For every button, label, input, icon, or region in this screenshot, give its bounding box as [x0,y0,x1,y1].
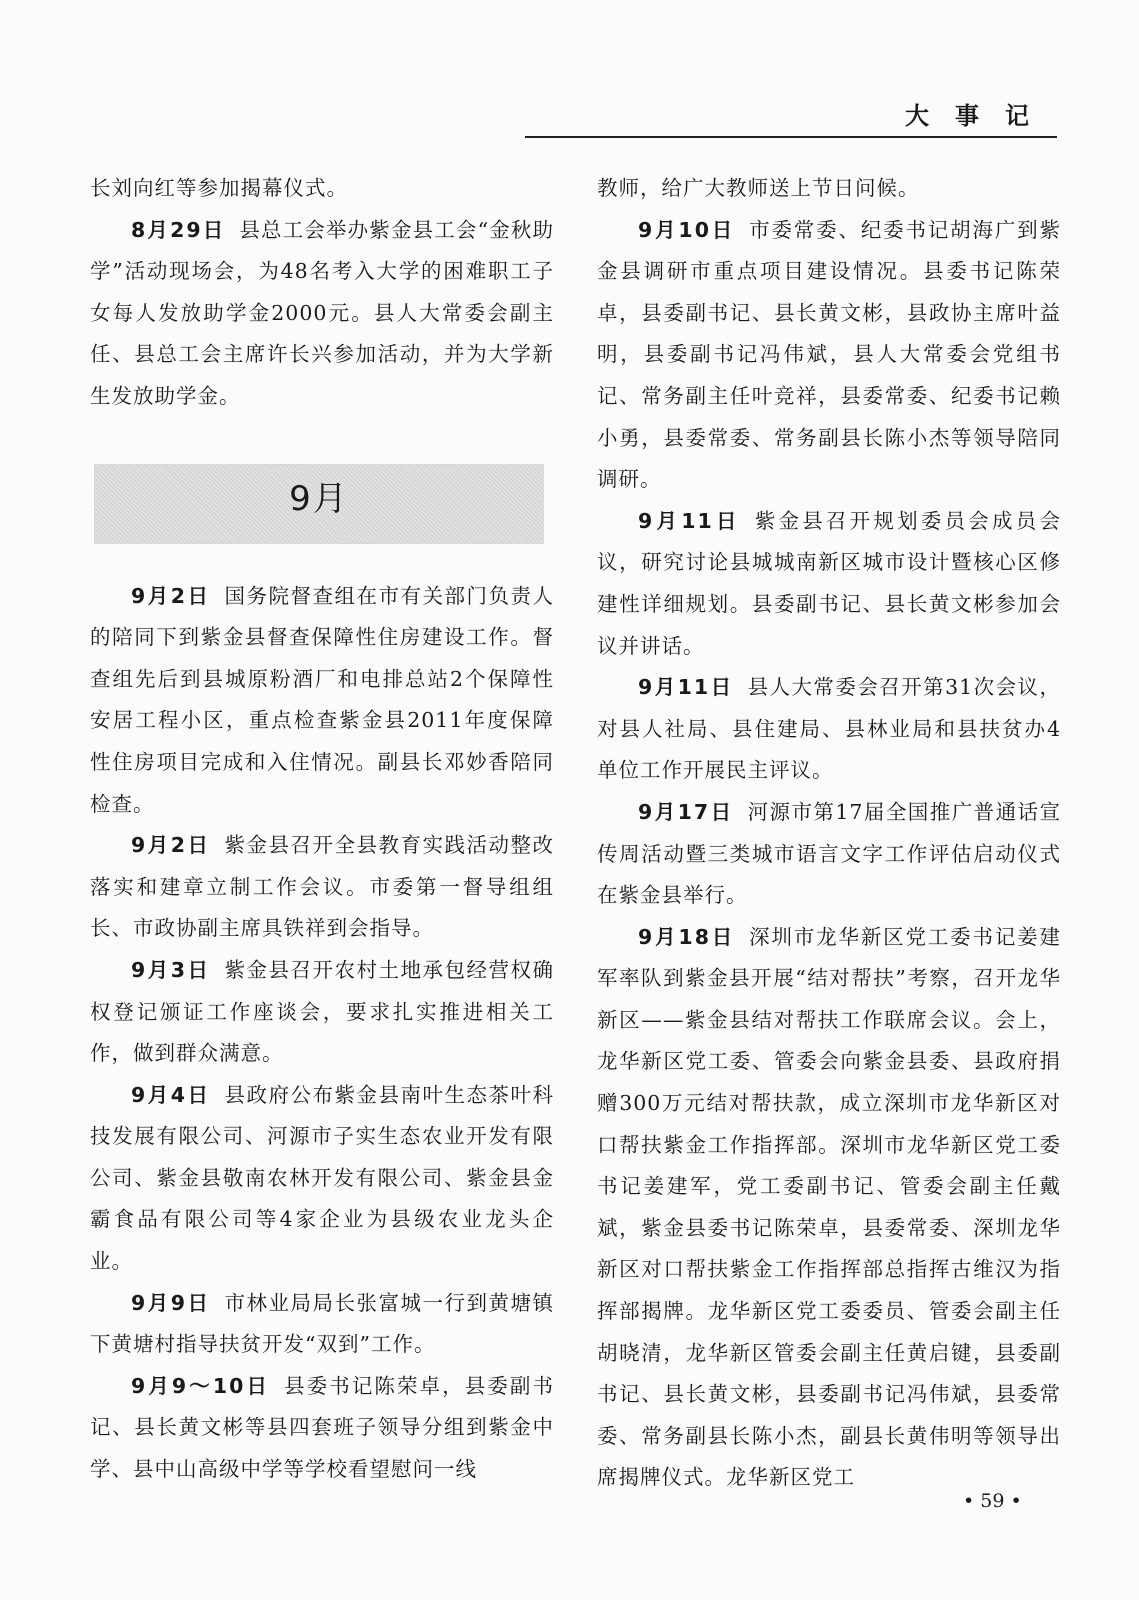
right-column [597,168,1061,1499]
entry-text: 国务院督查组在市有关部门负责人的陪同下到紫金县督查保障性住房建设工作。督查组先后到县城原粉酒厂和电排总站2个保障性安居工程小区，重点检查紫金县2011年度保障性住房项目完成和入住情况。副县长邓妙香陪同检查。 [90,583,555,816]
entry-text: 紫金县召开规划委员会成员会议，研究讨论县城城南新区城市设计暨核心区修建性详细规划。县委副书记、县长黄文彬参加会议并讲话。 [597,508,1061,658]
page-number: • 59 • [963,1490,1022,1512]
left-column [90,168,554,1491]
lead-paragraph-left: 长刘向红等参加揭幕仪式。 [90,176,348,200]
entry-date: 9月4日 [131,1082,211,1107]
entry-paragraph [597,667,1061,792]
entry-text: 河源市第17届全国推广普通话宣传周活动暨三类城市语言文字工作评估启动仪式在紫金县举行。 [597,799,1061,908]
month-banner-label: 9月 [289,478,349,519]
entry-paragraph [90,825,554,950]
entry-date: 9月10日 [638,217,736,242]
entry-date: 8月29日 [131,217,226,242]
entry-text: 紫金县召开全县教育实践活动整改落实和建章立制工作会议。市委第一督导组组长、市政协副主席具铁祥到会指导。 [90,833,555,941]
entry-date: 9月9～10日 [131,1373,271,1398]
entry-date: 9月9日 [131,1290,211,1315]
month-banner [94,464,544,544]
entry-paragraph [90,1075,554,1283]
entry-text: 县政府公布紫金县南叶生态茶叶科技发展有限公司、河源市子实生态农业开发有限公司、紫金县敬南农林开发有限公司、紫金县金霸食品有限公司等4家企业为县级农业龙头企业。 [90,1082,555,1274]
entry-paragraph [90,950,554,1075]
entry-text: 深圳市龙华新区党工委书记姜建军率队到紫金县开展“结对帮扶”考察，召开龙华新区——紫金县结对帮扶工作联席会议。会上，龙华新区党工委、管委会向紫金县委、县政府捐赠300万元结对帮扶款，成立深圳市龙华新区对口帮扶紫金工作指挥部。深圳市龙华新区党工委书记姜建军，党工委副书记、管委会副主任戴斌，紫金县委书记陈荣卓，县委常委、深圳龙华新区对口帮扶紫金工作指挥部总指挥古维汉为指挥部揭牌。龙华新区党工委委员、管委会副主任胡晓清，龙华新区管委会副主任黄启键，县委副书记、县长黄文彬，县委副书记冯伟斌，县委常委、常务副县长陈小杰，副县长黄伟明等领导出席揭牌仪式。龙华新区党工 [597,924,1062,1490]
entry-date: 9月11日 [638,675,734,700]
entry-text: 县总工会举办紫金县工会“金秋助学”活动现场会，为48名考入大学的困难职工子女每人发放助学金2000元。县人大常委会副主任、县总工会主席许长兴参加活动，并为大学新生发放助学金。 [90,217,555,408]
entry-paragraph [90,210,554,418]
entry-paragraph [90,1366,554,1491]
entry-paragraph [597,501,1061,667]
entry-date: 9月11日 [638,508,741,533]
entry-date: 9月18日 [638,924,736,949]
section-title: 大事记 [905,102,1055,130]
entry-paragraph [90,1283,554,1366]
entry-text: 县人大常委会召开第31次会议，对县人社局、县住建局、县林业局和县扶贫办4单位工作开展民主评议。 [597,675,1061,783]
entry-text: 市委常委、纪委书记胡海广到紫金县调研市重点项目建设情况。县委书记陈荣卓，县委副书记、县长黄文彬，县政协主席叶益明，县委副书记冯伟斌，县人大常委会党组书记、常务副主任叶竞祥，县委常委、纪委书记赖小勇，县委常委、常务副县长陈小杰等领导陪同调研。 [597,217,1062,492]
entry-date: 9月17日 [638,799,734,824]
entry-date: 9月2日 [131,583,211,608]
entry-paragraph [597,792,1061,917]
entry-date: 9月2日 [131,833,211,858]
header-rule [525,136,1057,138]
entry-paragraph [90,576,554,826]
entry-text: 紫金县召开农村土地承包经营权确权登记颁证工作座谈会，要求扎实推进相关工作，做到群众满意。 [90,957,555,1066]
entry-text: 市林业局局长张富城一行到黄塘镇下黄塘村指导扶贫开发“双到”工作。 [90,1290,555,1357]
entry-date: 9月3日 [131,957,211,982]
entry-paragraph [597,210,1061,501]
entry-paragraph [597,917,1061,1499]
lead-paragraph-right: 教师，给广大教师送上节日问候。 [597,176,920,200]
entry-text: 县委书记陈荣卓，县委副书记、县长黄文彬等县四套班子领导分组到紫金中学、县中山高级中学等学校看望慰问一线 [90,1373,555,1482]
